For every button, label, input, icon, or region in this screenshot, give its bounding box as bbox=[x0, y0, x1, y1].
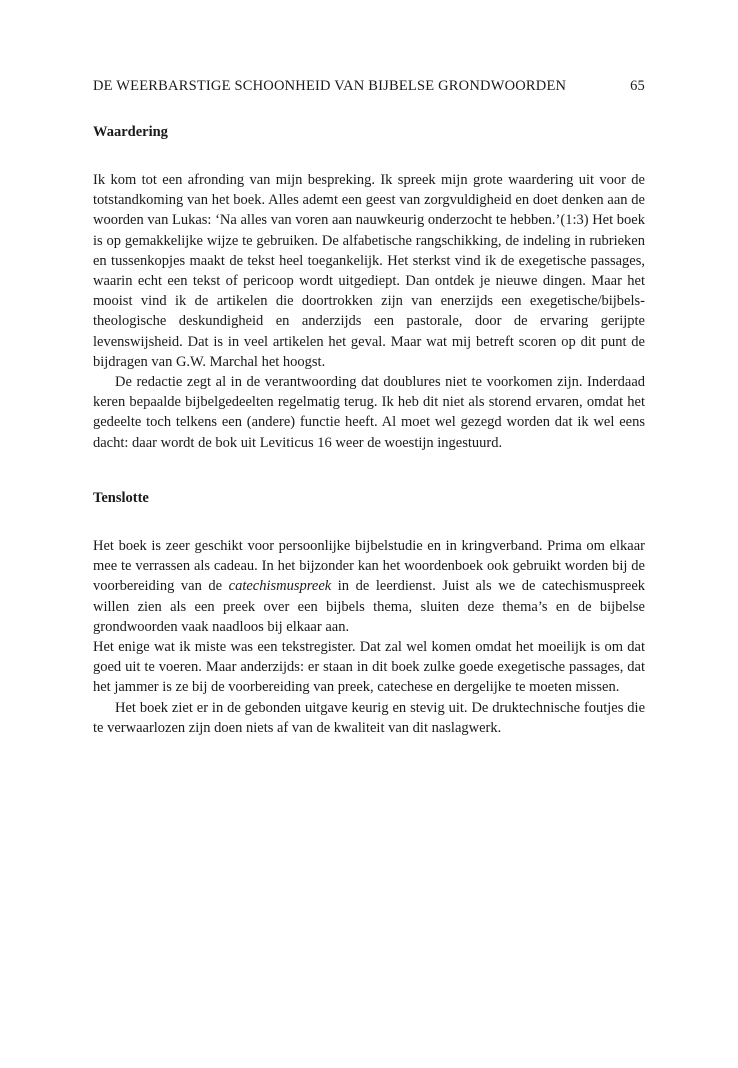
section-body bbox=[93, 170, 645, 453]
section-heading-waardering: Waardering bbox=[93, 124, 168, 140]
paragraph: Het enige wat ik miste was een tekstregister. Dat zal wel komen omdat het moeilijk is om dat goed uit te voeren. Maar anderzijds: er staan in dit boek zulke goede exegetische passages, dat het jammer is ze bij de voorbereiding van preek, catechese en dergelijke te moeten missen. bbox=[93, 639, 645, 696]
section-waardering bbox=[93, 122, 645, 453]
paragraph: Het boek ziet er in de gebonden uitgave keurig en stevig uit. De druktechnische foutjes die te verwaarlozen zijn doen niets af van de kwaliteit van dit naslagwerk. bbox=[93, 699, 645, 736]
paragraph bbox=[93, 536, 645, 637]
section-body bbox=[93, 536, 645, 738]
running-header bbox=[93, 78, 645, 95]
paragraph: Ik kom tot een afronding van mijn bespreking. Ik spreek mijn grote waardering uit voor de totstandkoming van het boek. Alles ademt een geest van zorgvuldigheid en doet denken aan de woorden van Lukas: ‘Na alles van voren aan nauwkeurig onderzocht te hebben.’(1:3) Het boek is op gemakkelijke wijze te gebruiken. De alfabetische rangschikking, de indeling in rubrieken en tussenkopjes maakt de tekst heel toegankelijk. Het sterkst vind ik de exegetische passages, waarin echt een tekst of pericoop wordt uitgediept. Dan ontdek je nieuwe dingen. Maar het mooist vind ik de artikelen die doortrokken zijn van enerzijds een exegetische/bijbels-theologische deskundigheid en anderzijds een pastorale, door de ervaring gerijpte levenswijsheid. Dat is in veel artikelen het geval. Maar wat mij betreft scoren op dit punt de bijdragen van G.W. Marchal het hoogst. bbox=[93, 172, 645, 370]
running-title: DE WEERBARSTIGE SCHOONHEID VAN BIJBELSE GRONDWOORDEN bbox=[93, 78, 567, 94]
italic-term: catechismuspreek bbox=[228, 578, 332, 595]
page-number: 65 bbox=[630, 78, 645, 94]
text-run: in de leerdienst. Juist als we de catechismuspreek willen zien als een preek over een bijbels thema, sluiten deze thema’s en de bijbelse grondwoorden vaak naadloos bij elkaar aan. bbox=[93, 578, 646, 635]
section-heading-tenslotte: Tenslotte bbox=[93, 490, 149, 506]
paragraph: De redactie zegt al in de verantwoording dat doublures niet te voorkomen zijn. Inderdaad keren bepaalde bijbelgedeelten regelmatig terug. Ik heb dit niet als storend ervaren, omdat het gedeelte toch telkens een (andere) functie heeft. Al moet wel gezegd worden dat ik wel eens dacht: daar wordt de bok uit Leviticus 16 weer de woestijn ingestuurd. bbox=[93, 374, 645, 451]
text-run: Het boek is zeer geschikt voor persoonlijke bijbelstudie en in kringverband. Prima om elkaar mee te verrassen als cadeau. In het bijzonder kan het woordenboek ook gebruikt worden bij de voorbereiding van de bbox=[93, 538, 645, 595]
section-tenslotte bbox=[93, 488, 645, 738]
